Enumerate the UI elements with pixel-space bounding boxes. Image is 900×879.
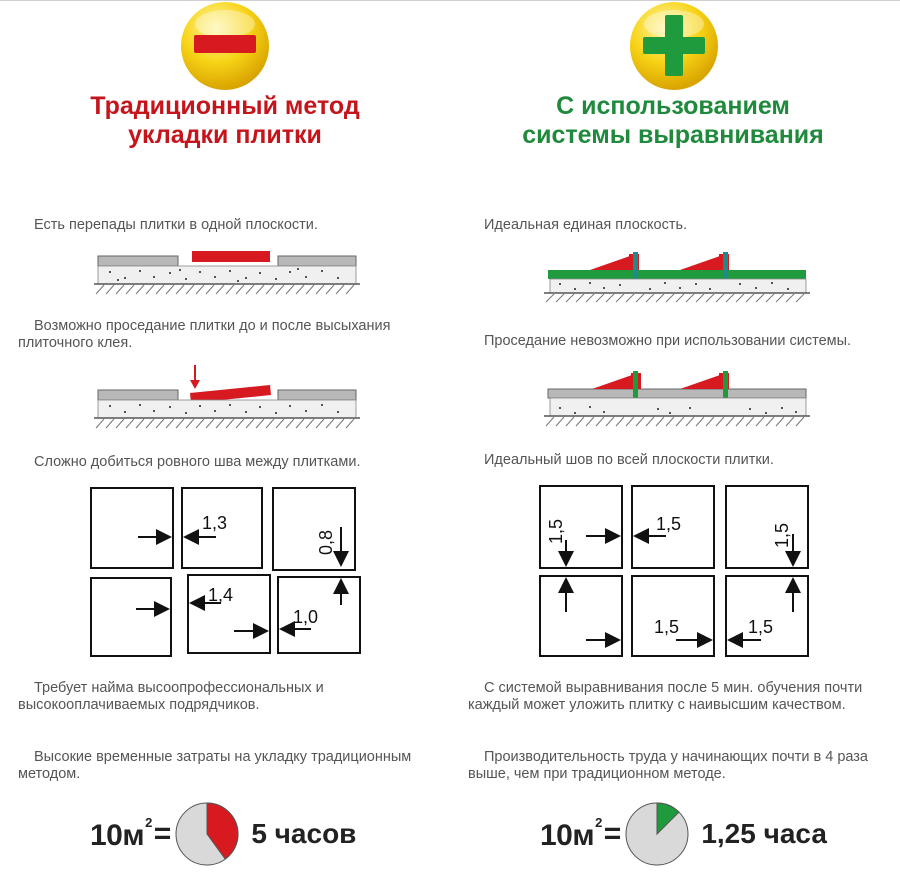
left-caption-4: Требует найма высоопрофессиональных и высокооплачиваемых подрядчиков. [18, 680, 324, 713]
left-heading-line1: Традиционный метод [90, 92, 360, 120]
joint-label: 1,5 [656, 514, 682, 534]
no-sagging-diagram [540, 365, 815, 435]
uneven-joints-diagram [88, 485, 363, 660]
joint-label: 1,5 [654, 617, 680, 637]
left-heading-line2: укладки плитки [128, 121, 322, 149]
time-pie-chart [173, 800, 241, 868]
right-time-formula [540, 800, 827, 868]
joint-label: 1,3 [202, 513, 228, 533]
area-label: $10м^2$ [540, 815, 602, 852]
right-caption-1: Идеальная единая плоскость. [484, 217, 688, 233]
plus-badge-icon [628, 2, 720, 94]
joint-label: 1,5 [772, 522, 792, 548]
left-caption-2: Возможно проседание плитки до и после высыхания плиточного клея. [18, 318, 391, 351]
left-heading [40, 92, 410, 150]
joint-label: 1,0 [293, 607, 319, 627]
right-heading-line1: С использованием [556, 92, 790, 120]
sagging-tile-diagram [90, 365, 360, 435]
left-caption-3: Сложно добиться ровного шва между плитками. [34, 454, 361, 470]
equals-sign: = [603, 817, 622, 850]
right-heading-line2: системы выравнивания [522, 121, 824, 149]
time-result: 1,25 часа [701, 818, 827, 849]
left-time-formula [90, 800, 356, 868]
joint-label: 1,5 [748, 617, 774, 637]
right-heading [478, 92, 868, 150]
left-caption-1: Есть перепады плитки в одной плоскости. [34, 217, 318, 233]
ideal-joints-diagram [536, 482, 816, 660]
right-caption-5: Производительность труда у начинающих почти в 4 раза выше, чем при традиционном методе. [468, 749, 868, 782]
joint-label: 0,8 [316, 529, 336, 555]
left-caption-5: Высокие временные затраты на укладку традиционным методом. [18, 749, 412, 782]
right-caption-2: Проседание невозможно при использовании системы. [484, 333, 852, 349]
minus-badge-icon [179, 2, 271, 94]
top-border [0, 0, 900, 1]
equals-sign: = [153, 817, 172, 850]
time-result: 5 часов [251, 818, 357, 849]
uneven-tiles-diagram [90, 248, 360, 298]
flat-plane-diagram [540, 248, 815, 303]
area-label: $10м^2$ [90, 815, 152, 852]
right-caption-4: С системой выравнивания после 5 мин. обучения почти каждый может уложить плитку с наивысшим качеством. [468, 680, 863, 713]
right-caption-3: Идеальный шов по всей плоскости плитки. [484, 452, 774, 468]
joint-label: 1,5 [546, 518, 566, 544]
time-pie-chart [623, 800, 691, 868]
joint-label: 1,4 [208, 585, 234, 605]
